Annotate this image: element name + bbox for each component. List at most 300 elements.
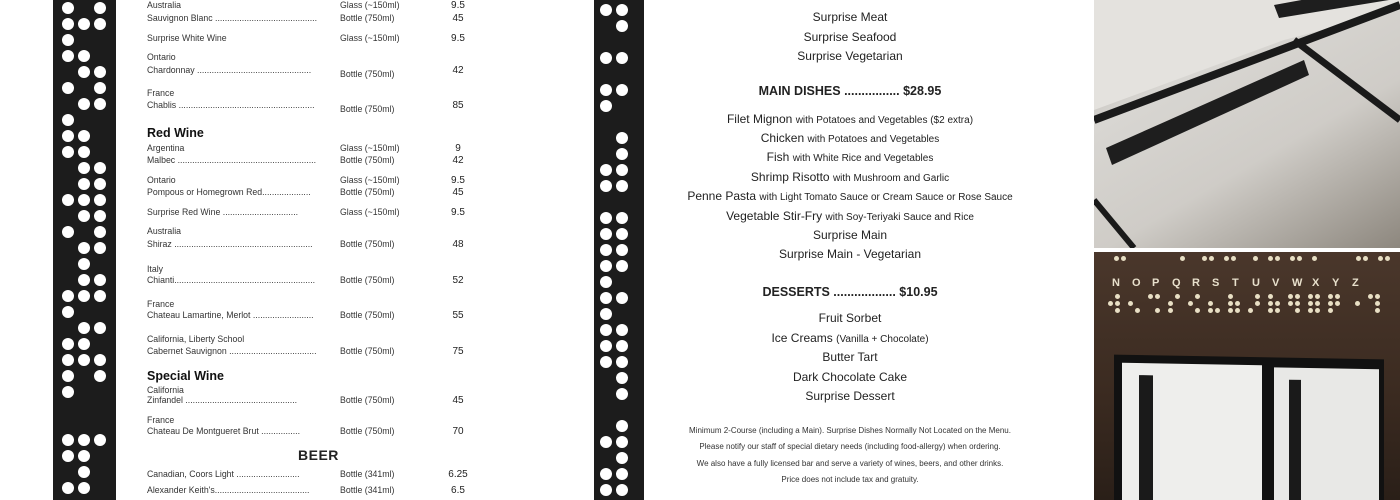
braille-dot: [1268, 256, 1273, 261]
wine-name: France: [147, 88, 175, 99]
braille-dot: [616, 340, 628, 352]
braille-dot: [94, 242, 106, 254]
main-dish-item: [650, 131, 1050, 145]
braille-dot: [62, 82, 74, 94]
section-desserts: [650, 285, 1050, 299]
braille-dot: [94, 354, 106, 366]
braille-dot: [1128, 301, 1133, 306]
braille-dot: [1155, 308, 1160, 313]
wine-name: Cabernet Sauvignon ....................................: [147, 346, 317, 357]
braille-dot: [1195, 308, 1200, 313]
wine-name: California: [147, 385, 184, 396]
braille-dot: [1168, 308, 1173, 313]
braille-dot: [62, 146, 74, 158]
braille-dot: [94, 370, 106, 382]
wall-letter: Y: [1332, 277, 1340, 289]
dessert-item: [650, 389, 1050, 403]
braille-dot: [1224, 256, 1229, 261]
wine-name: Chateau De Montgueret Brut ................: [147, 426, 301, 437]
braille-dot: [1356, 256, 1361, 261]
main-dish-item: [650, 209, 1050, 223]
braille-dot: [94, 66, 106, 78]
wine-name: Ontario: [147, 52, 176, 63]
wine-serving: Bottle (750ml): [340, 187, 395, 198]
braille-dot: [1248, 308, 1253, 313]
braille-dot: [1268, 294, 1273, 299]
wine-price: 85: [452, 100, 464, 111]
wall-letter: V: [1272, 277, 1280, 289]
wine-price: 75: [452, 346, 464, 357]
braille-dot: [1308, 301, 1313, 306]
braille-dot: [600, 436, 612, 448]
braille-dot: [1114, 256, 1119, 261]
braille-dot: [78, 162, 90, 174]
main-dish-item-text: Shrimp Risotto: [750, 170, 830, 184]
main-dish-item-text: Surprise Main - Vegetarian: [778, 247, 922, 261]
braille-dot: [1288, 301, 1293, 306]
braille-dot: [1328, 301, 1333, 306]
wall-letter: T: [1232, 277, 1239, 289]
braille-dot: [616, 372, 628, 384]
wine-name: Chianti..........................................................: [147, 275, 316, 286]
dessert-item-text: (Vanilla + Chocolate): [836, 334, 929, 345]
braille-dot: [78, 258, 90, 270]
wine-price: 55: [452, 310, 464, 321]
braille-dot: [62, 50, 74, 62]
dessert-item: [650, 331, 1050, 345]
menu-note: [650, 475, 1050, 484]
braille-dot: [616, 4, 628, 16]
braille-dot: [62, 226, 74, 238]
wine-name: Italy: [147, 264, 164, 275]
menu-note: [650, 459, 1050, 468]
braille-dot: [1208, 301, 1213, 306]
braille-dot: [1275, 256, 1280, 261]
braille-dot: [600, 324, 612, 336]
dessert-item: [650, 311, 1050, 325]
main-dish-item: [650, 150, 1050, 164]
braille-dot: [616, 452, 628, 464]
braille-dot: [616, 420, 628, 432]
dessert-item-text: Surprise Dessert: [805, 389, 895, 403]
braille-dot: [62, 18, 74, 30]
dessert-item-text: Ice Creams: [771, 331, 833, 345]
braille-dot: [78, 274, 90, 286]
braille-dot: [1375, 294, 1380, 299]
braille-dot: [78, 434, 90, 446]
wall-letter: Q: [1172, 277, 1181, 289]
wine-name: Alexander Keith's.......................................: [147, 485, 310, 496]
braille-dot: [616, 84, 628, 96]
wine-serving: Bottle (750ml): [340, 69, 395, 80]
braille-dot: [1385, 256, 1390, 261]
braille-dot: [1231, 256, 1236, 261]
braille-dot: [600, 340, 612, 352]
wine-serving: Bottle (750ml): [340, 155, 395, 166]
wine-name: Canadian, Coors Light ..........................: [147, 469, 300, 480]
wine-name: Ontario: [147, 175, 176, 186]
braille-dot: [616, 20, 628, 32]
wine-serving: Glass (~150ml): [340, 175, 400, 186]
wine-serving: Bottle (750ml): [340, 275, 395, 286]
menu-note: [650, 442, 1050, 451]
braille-dot: [62, 354, 74, 366]
braille-dot: [1378, 256, 1383, 261]
braille-dot: [616, 292, 628, 304]
main-dish-item-text: Filet Mignon: [726, 112, 793, 126]
dessert-item: [650, 350, 1050, 364]
heading-red-wine: Red Wine: [147, 126, 204, 140]
braille-dot: [1253, 256, 1258, 261]
braille-dot: [94, 290, 106, 302]
braille-dot: [94, 226, 106, 238]
braille-dot: [616, 436, 628, 448]
wine-serving: Glass (~150ml): [340, 143, 400, 154]
wall-letter: W: [1292, 277, 1303, 289]
starter-item-text: Surprise Vegetarian: [797, 49, 903, 63]
braille-dot: [600, 52, 612, 64]
wine-serving: Glass (~150ml): [340, 33, 400, 44]
wine-name: Surprise White Wine: [147, 33, 227, 44]
wall-letter: R: [1192, 277, 1200, 289]
main-dish-item: [650, 228, 1050, 242]
braille-dot: [616, 228, 628, 240]
wine-name: Argentina: [147, 143, 185, 154]
menu-booklet: [1114, 355, 1384, 500]
wine-price: 45: [452, 395, 464, 406]
braille-dot: [78, 18, 90, 30]
starter-item: [650, 30, 1050, 44]
braille-dot: [1312, 256, 1317, 261]
section-desserts-text: DESSERTS .................. $10.95: [762, 285, 938, 299]
braille-dot: [94, 434, 106, 446]
braille-dot: [62, 34, 74, 46]
braille-dot: [1375, 308, 1380, 313]
wine-serving: Bottle (750ml): [340, 310, 395, 321]
braille-dot: [600, 100, 612, 112]
dessert-item-text: Fruit Sorbet: [818, 311, 882, 325]
braille-dot: [1148, 294, 1153, 299]
braille-dot: [600, 4, 612, 16]
braille-dot: [1308, 294, 1313, 299]
braille-dot: [616, 484, 628, 496]
braille-dot: [1315, 294, 1320, 299]
dessert-item-text: Butter Tart: [822, 350, 878, 364]
main-dish-item: [650, 247, 1050, 261]
braille-dot: [94, 274, 106, 286]
wine-serving: Glass (~150ml): [340, 207, 400, 218]
main-dish-item-text: with Soy-Teriyaki Sauce and Rice: [825, 212, 974, 223]
braille-dot: [1315, 308, 1320, 313]
braille-dot: [1335, 301, 1340, 306]
dessert-item-text: Dark Chocolate Cake: [792, 370, 908, 384]
braille-dot: [94, 98, 106, 110]
braille-dot: [616, 148, 628, 160]
braille-dot: [94, 2, 106, 14]
braille-dot: [1328, 294, 1333, 299]
section-main-dishes: [650, 84, 1050, 98]
braille-dot: [78, 354, 90, 366]
braille-dot: [1268, 308, 1273, 313]
braille-dot: [1275, 301, 1280, 306]
braille-dot: [78, 210, 90, 222]
wall-letter: U: [1252, 277, 1260, 289]
braille-dot: [600, 84, 612, 96]
braille-dot: [78, 450, 90, 462]
braille-dot: [600, 212, 612, 224]
heading-beer: BEER: [298, 447, 339, 463]
braille-dot: [1115, 308, 1120, 313]
braille-dot: [1108, 301, 1113, 306]
braille-dot: [78, 178, 90, 190]
wine-serving: Bottle (750ml): [340, 239, 395, 250]
dessert-item: [650, 370, 1050, 384]
braille-dot: [78, 482, 90, 494]
braille-dot: [1228, 294, 1233, 299]
braille-dot: [78, 50, 90, 62]
braille-dot: [94, 162, 106, 174]
wine-price: 6.25: [448, 469, 468, 480]
braille-dot: [62, 194, 74, 206]
braille-dot: [1155, 294, 1160, 299]
braille-dot: [1328, 308, 1333, 313]
menu-note-text: We also have a fully licensed bar and serve a variety of wines, beers, and other drinks.: [696, 459, 1004, 468]
menu-note-text: Please notify our staff of special dietary needs (including food-allergy) when ordering.: [699, 442, 1001, 451]
braille-dot: [78, 146, 90, 158]
braille-dot: [616, 388, 628, 400]
wine-name: Chardonnay ...............................................: [147, 65, 312, 76]
wine-price: 9.5: [451, 0, 465, 11]
wine-serving: Bottle (750ml): [340, 346, 395, 357]
braille-dot: [616, 260, 628, 272]
braille-dot: [600, 468, 612, 480]
wine-serving: Bottle (750ml): [340, 104, 395, 115]
braille-dot: [1115, 294, 1120, 299]
photo-braille-wall-and-menu: [1094, 252, 1400, 500]
braille-dot: [62, 370, 74, 382]
braille-dot: [1195, 294, 1200, 299]
wine-serving: Bottle (341ml): [340, 469, 395, 480]
main-dish-item-text: Fish: [766, 150, 790, 164]
wine-price: 48: [452, 239, 464, 250]
braille-dot: [62, 434, 74, 446]
main-dish-item: [650, 189, 1050, 203]
heading-special-wine: Special Wine: [147, 369, 224, 383]
wine-name: Australia: [147, 0, 182, 11]
braille-dot: [1255, 301, 1260, 306]
braille-dot: [600, 180, 612, 192]
braille-dot: [1208, 308, 1213, 313]
wine-name: Pompous or Homegrown Red....................: [147, 187, 311, 198]
wine-name: Malbec .........................................................: [147, 155, 317, 166]
menu-note-text: Price does not include tax and gratuity.: [781, 475, 919, 484]
braille-dot: [62, 450, 74, 462]
braille-dot: [62, 130, 74, 142]
braille-dot: [1335, 294, 1340, 299]
braille-dot: [1202, 256, 1207, 261]
braille-dot: [1215, 308, 1220, 313]
braille-dot: [1275, 308, 1280, 313]
braille-dot: [94, 18, 106, 30]
braille-dot: [1268, 301, 1273, 306]
braille-dot: [1308, 308, 1313, 313]
braille-dot: [94, 178, 106, 190]
braille-dot: [94, 210, 106, 222]
braille-dot: [1368, 294, 1373, 299]
braille-dot: [600, 228, 612, 240]
wine-name: California, Liberty School: [147, 334, 245, 345]
wall-letter: X: [1312, 277, 1320, 289]
menu-note: [650, 426, 1050, 435]
main-dish-item-text: with White Rice and Vegetables: [792, 153, 934, 164]
wine-price: 6.5: [451, 485, 465, 496]
braille-dot: [1355, 301, 1360, 306]
braille-dot: [94, 322, 106, 334]
braille-dot: [600, 244, 612, 256]
braille-dot: [62, 290, 74, 302]
braille-dot: [1288, 294, 1293, 299]
braille-dot: [1228, 301, 1233, 306]
braille-dot: [616, 132, 628, 144]
braille-dot: [616, 324, 628, 336]
wall-letter: Z: [1352, 277, 1359, 289]
braille-dot: [78, 242, 90, 254]
menus-on-table-illustration: [1094, 0, 1400, 248]
starter-item-text: Surprise Seafood: [803, 30, 897, 44]
braille-dot: [78, 130, 90, 142]
braille-dot: [1315, 301, 1320, 306]
braille-dot: [600, 260, 612, 272]
braille-dot: [616, 164, 628, 176]
wine-serving: Glass (~150ml): [340, 0, 400, 11]
main-dish-item: [650, 170, 1050, 184]
wine-price: 9.5: [451, 33, 465, 44]
main-dish-item-text: with Light Tomato Sauce or Cream Sauce or Rose Sauce: [759, 192, 1013, 203]
braille-dot: [600, 292, 612, 304]
braille-dot: [1228, 308, 1233, 313]
braille-dot: [600, 308, 612, 320]
braille-dot: [78, 66, 90, 78]
braille-dot: [78, 322, 90, 334]
menu-note-text: Minimum 2-Course (including a Main). Surprise Dishes Normally Not Located on the Menu.: [689, 426, 1011, 435]
braille-dot: [78, 338, 90, 350]
main-dish-item-text: Vegetable Stir-Fry: [726, 209, 823, 223]
main-dish-item-text: Surprise Main: [812, 228, 888, 242]
braille-dot: [1175, 294, 1180, 299]
wine-name: Zinfandel ..............................................: [147, 395, 298, 406]
braille-dot: [600, 164, 612, 176]
wall-letter: P: [1152, 277, 1160, 289]
starter-item: [650, 10, 1050, 24]
wine-price: 70: [452, 426, 464, 437]
wine-name: Chablis ........................................................: [147, 100, 315, 111]
wine-serving: Bottle (341ml): [340, 485, 395, 496]
braille-dot: [1363, 256, 1368, 261]
wine-price: 45: [452, 187, 464, 198]
braille-dot: [616, 356, 628, 368]
braille-dot: [78, 98, 90, 110]
braille-dot: [1295, 301, 1300, 306]
wine-price: 52: [452, 275, 464, 286]
braille-dot: [94, 194, 106, 206]
wine-name: Shiraz .........................................................: [147, 239, 313, 250]
wine-price: 42: [452, 65, 464, 76]
braille-dot: [600, 276, 612, 288]
braille-dot: [1235, 301, 1240, 306]
wine-serving: Bottle (750ml): [340, 13, 395, 24]
wall-letter: S: [1212, 277, 1220, 289]
braille-dot: [1115, 301, 1120, 306]
starter-item: [650, 49, 1050, 63]
braille-dot: [62, 306, 74, 318]
braille-dot: [1209, 256, 1214, 261]
braille-dot: [1235, 308, 1240, 313]
braille-dot: [1180, 256, 1185, 261]
photo-menus-on-table: [1094, 0, 1400, 248]
main-dish-item-text: with Potatoes and Vegetables: [807, 134, 940, 145]
main-dish-item-text: Penne Pasta: [687, 189, 757, 203]
main-dish-item-text: Chicken: [760, 131, 805, 145]
braille-dot: [1188, 301, 1193, 306]
main-dish-item: [650, 112, 1050, 126]
braille-dot: [1121, 256, 1126, 261]
braille-dot: [616, 212, 628, 224]
braille-dot: [78, 466, 90, 478]
wine-serving: Bottle (750ml): [340, 395, 395, 406]
braille-dot: [62, 482, 74, 494]
braille-dot: [62, 114, 74, 126]
main-dish-item-text: with Mushroom and Garlic: [832, 173, 950, 184]
braille-dot: [1255, 294, 1260, 299]
braille-dot: [1135, 308, 1140, 313]
wine-price: 9.5: [451, 207, 465, 218]
wine-price: 9: [455, 143, 461, 154]
braille-dot: [600, 356, 612, 368]
braille-dot: [1295, 294, 1300, 299]
braille-dot: [616, 468, 628, 480]
main-dish-item-text: with Potatoes and Vegetables ($2 extra): [795, 115, 974, 126]
wine-name: Australia: [147, 226, 182, 237]
wine-serving: Bottle (750ml): [340, 426, 395, 437]
braille-dot: [1168, 301, 1173, 306]
braille-dot: [62, 2, 74, 14]
wall-letter: O: [1132, 277, 1141, 289]
braille-dot: [1297, 256, 1302, 261]
wine-price: 45: [452, 13, 464, 24]
braille-dot: [62, 386, 74, 398]
braille-dot: [62, 338, 74, 350]
wall-letter: N: [1112, 277, 1120, 289]
wine-name: Sauvignon Blanc ..........................................: [147, 13, 318, 24]
braille-dot: [94, 82, 106, 94]
section-main-dishes-text: MAIN DISHES ................ $28.95: [758, 84, 942, 98]
braille-dot: [1295, 308, 1300, 313]
braille-dot: [616, 52, 628, 64]
braille-dot: [1375, 301, 1380, 306]
braille-dot: [78, 194, 90, 206]
wine-price: 42: [452, 155, 464, 166]
braille-dot: [616, 180, 628, 192]
wine-name: France: [147, 299, 175, 310]
wine-price: 9.5: [451, 175, 465, 186]
braille-dot: [600, 484, 612, 496]
braille-dot: [78, 290, 90, 302]
starter-item-text: Surprise Meat: [812, 10, 888, 24]
braille-dot: [1290, 256, 1295, 261]
wine-name: France: [147, 415, 175, 426]
wine-name: Surprise Red Wine ...............................: [147, 207, 299, 218]
wine-name: Chateau Lamartine, Merlot .........................: [147, 310, 314, 321]
